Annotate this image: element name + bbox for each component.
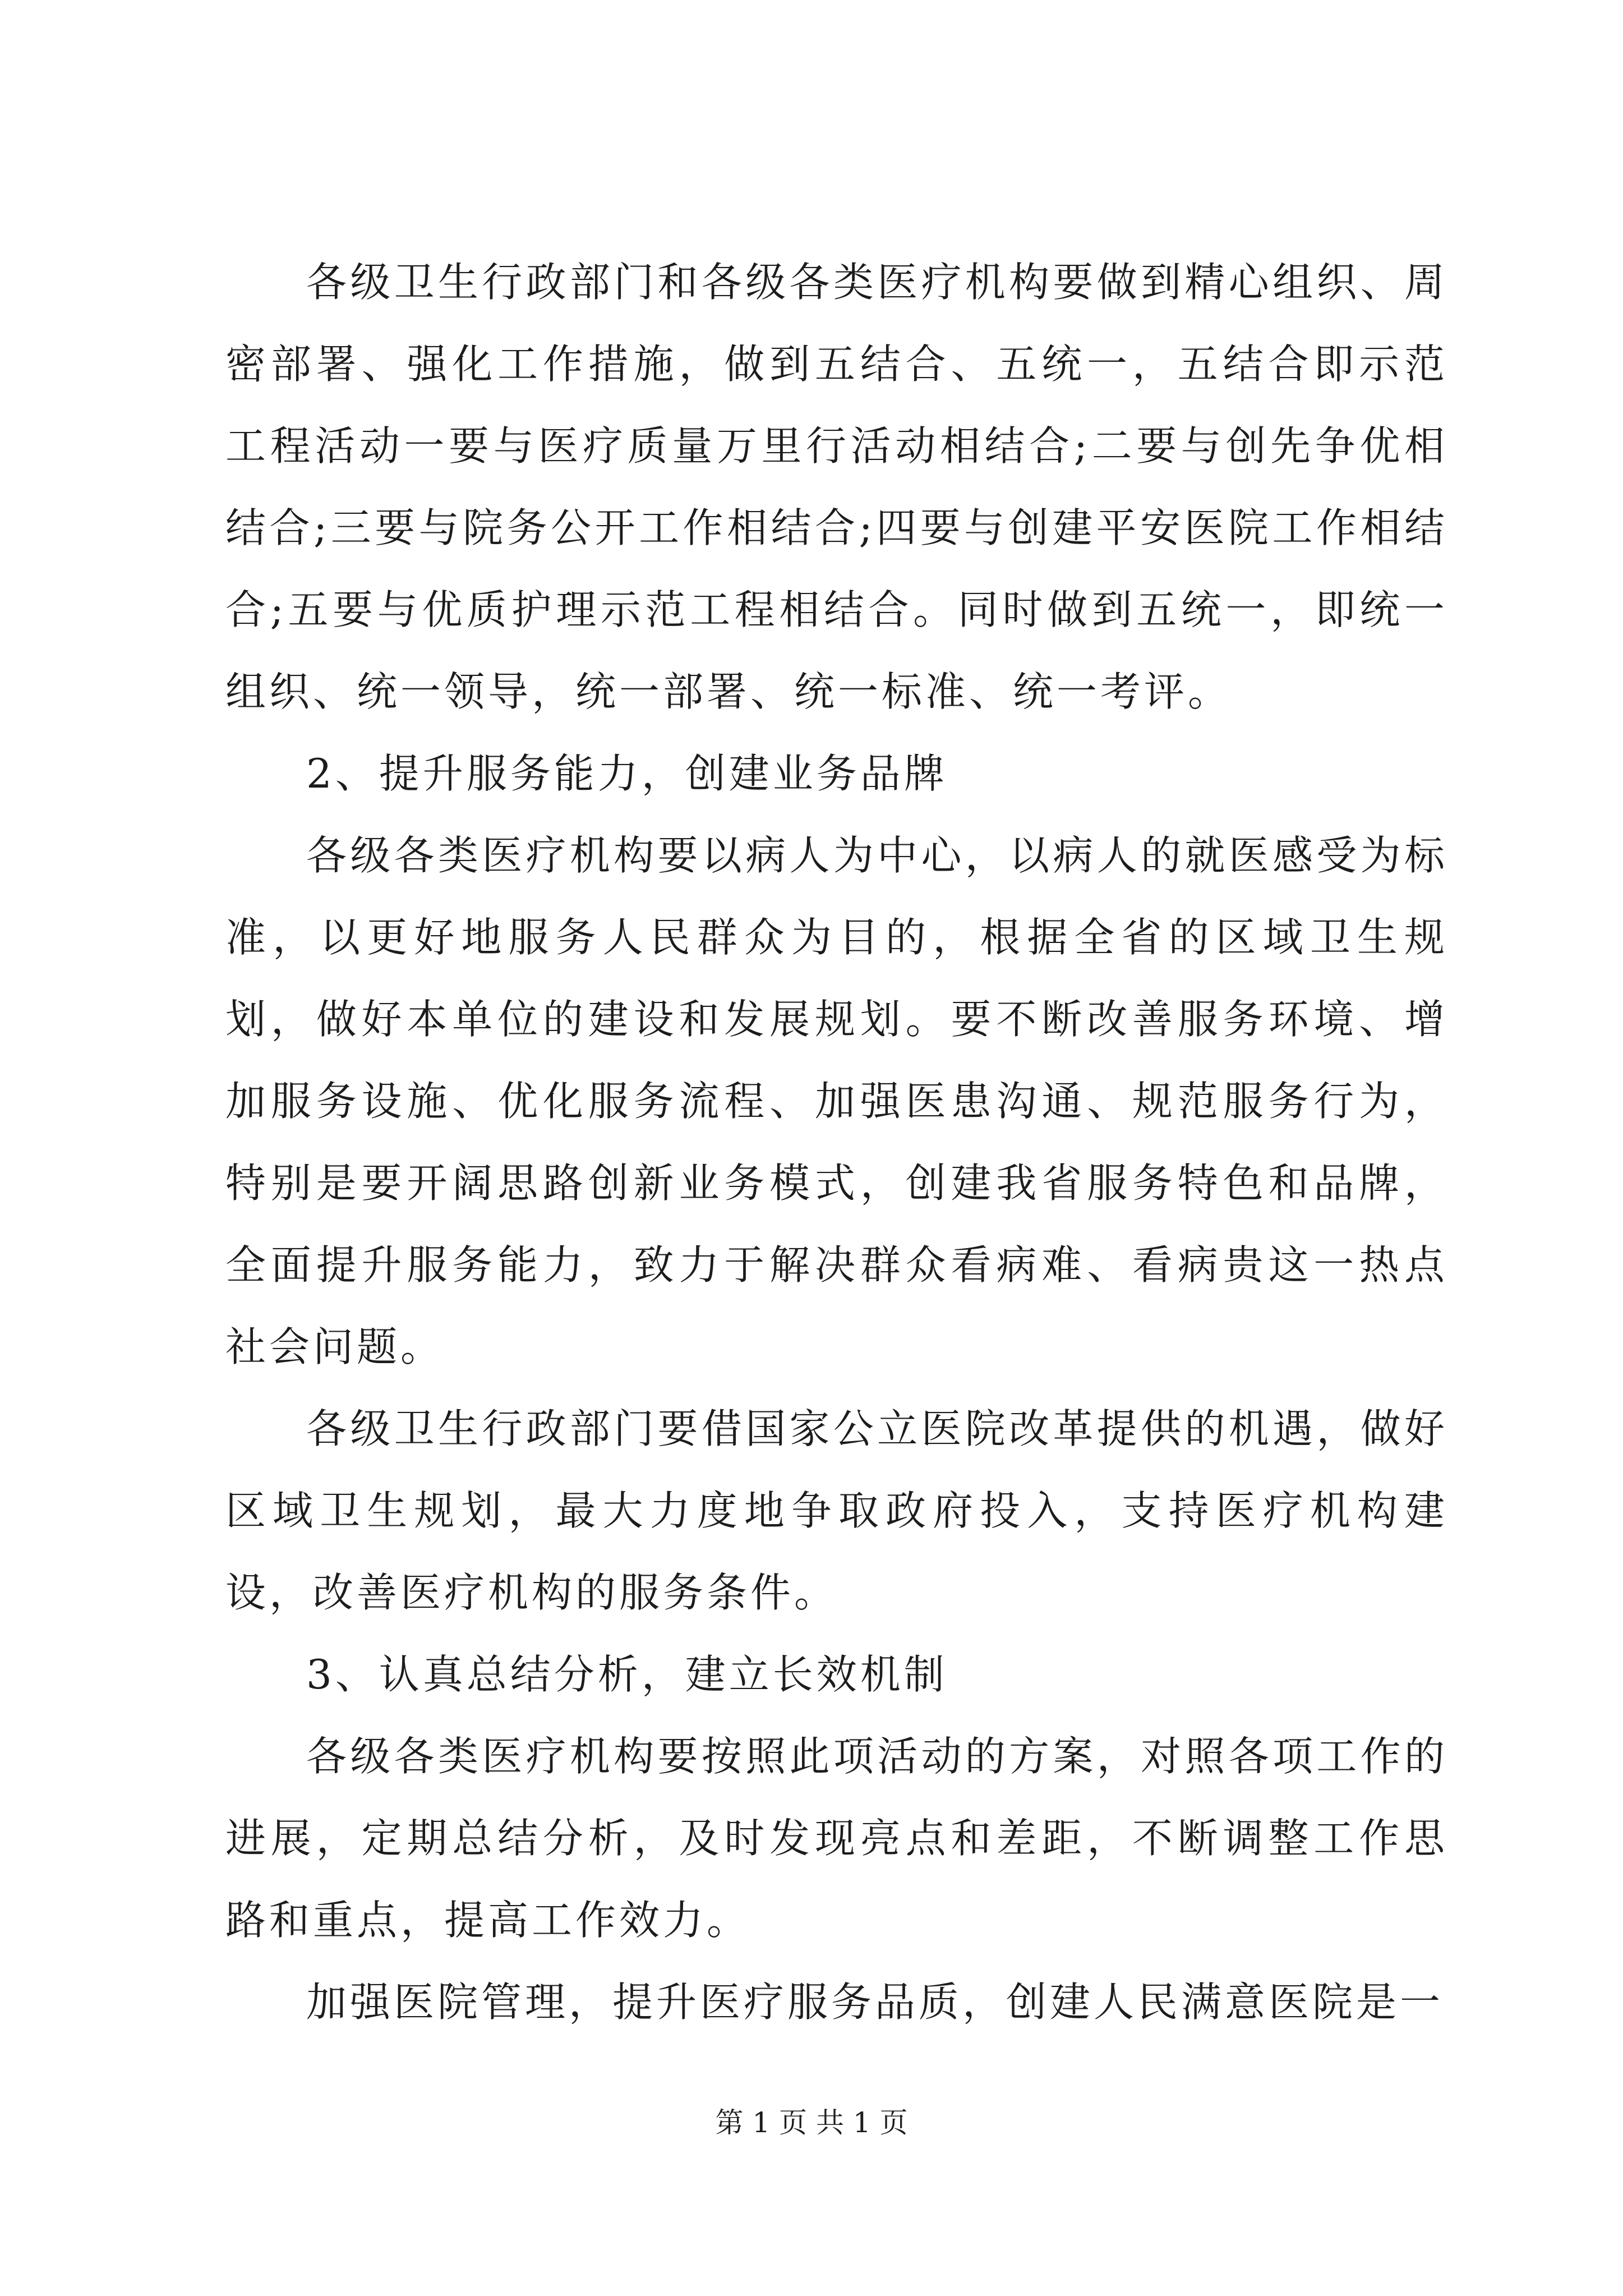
- paragraph-summary-analysis: 各级各类医疗机构要按照此项活动的方案，对照各项工作的进展，定期总结分析，及时发现亮点和差距，不断调整工作思路和重点，提高工作效力。: [225, 1733, 1448, 1944]
- page-number-footer: 第 1 页 共 1 页: [715, 2106, 908, 2139]
- paragraph-five-combinations: 各级卫生行政部门和各级各类医疗机构要做到精心组织、周密部署、强化工作措施，做到五结合、五统一，五结合即示范工程活动一要与医疗质量万里行活动相结合;二要与创先争优相结合;三要与院务公开工作相结合;四要与创建平安医院工作相结合;五要与优质护理示范工程相结合。同时做到五统一，即统一组织、统一领导，统一部署、统一标准、统一考评。: [225, 259, 1448, 715]
- paragraph-hospital-management: 加强医院管理，提升医疗服务品质，创建人民满意医院是一: [306, 1978, 1444, 2026]
- document-body: [225, 241, 1448, 2043]
- section-heading-2: 2、提升服务能力，创建业务品牌: [306, 750, 948, 797]
- paragraph-public-hospital-reform: 各级卫生行政部门要借国家公立医院改革提供的机遇，做好区域卫生规划，最大力度地争取政府投入，支持医疗机构建设，改善医疗机构的服务条件。: [225, 1405, 1448, 1616]
- paragraph-service-capability: 各级各类医疗机构要以病人为中心，以病人的就医感受为标准，以更好地服务人民群众为目的，根据全省的区域卫生规划，做好本单位的建设和发展规划。要不断改善服务环境、增加服务设施、优化服务流程、加强医患沟通、规范服务行为，特别是要开阔思路创新业务模式，创建我省服务特色和品牌，全面提升服务能力，致力于解决群众看病难、看病贵这一热点社会问题。: [225, 832, 1448, 1370]
- section-heading-3: 3、认真总结分析，建立长效机制: [306, 1651, 948, 1698]
